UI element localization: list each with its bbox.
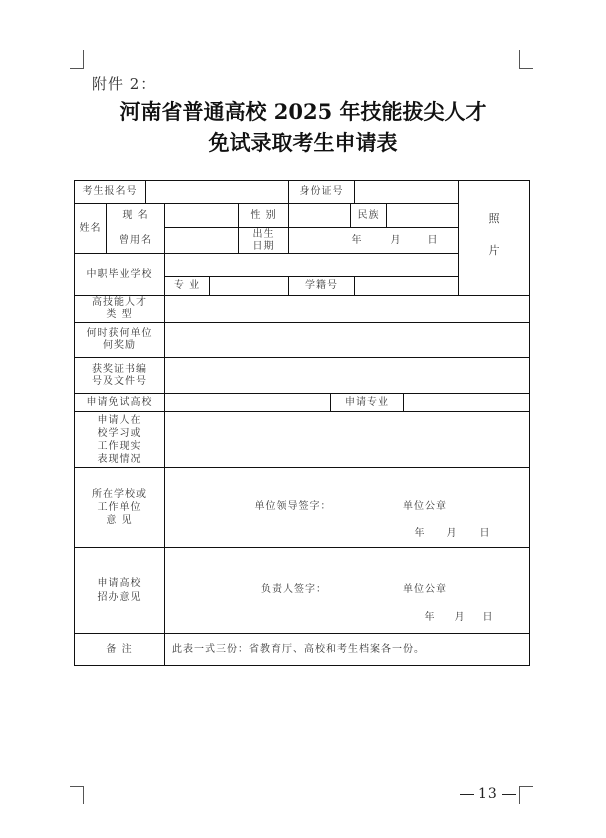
label-former-name: 曾用名 [119,234,152,246]
label-certificate: 获奖证书编 号及文件号 [92,363,147,387]
student-id-field[interactable] [355,277,458,295]
photo-label-1: 照 [488,212,501,225]
talent-type-field[interactable] [165,296,530,322]
enroll-day-label: 日 [482,612,494,623]
birth-year-label: 年 [351,234,363,246]
page-number-dash-left [460,794,474,795]
document-subtitle: 免试录取考生申请表 [208,130,398,155]
leader-sign-label: 单位领导签字： [254,501,332,512]
id-number-field[interactable] [355,181,458,203]
current-name-field[interactable] [165,204,238,227]
enroll-year-label: 年 [424,612,436,623]
exam-number-field[interactable] [146,181,288,203]
enroll-unit-seal-label: 单位公章 [403,584,447,595]
label-student-id: 学籍号 [305,280,338,291]
page-number-value: 13 [478,786,498,802]
major-field[interactable] [210,277,288,295]
label-school-opinion: 所在学校或 工作单位 意 见 [92,489,147,526]
ethnicity-field[interactable] [387,204,458,227]
label-birth-date: 出生 日期 [252,228,275,252]
gender-field[interactable] [289,204,350,227]
certificate-field[interactable] [165,358,530,393]
document-title: 河南省普通高校 2025 年技能拔尖人才 [119,99,487,124]
vocational-school-field[interactable] [165,254,458,276]
page-number [456,786,520,802]
label-major: 专 业 [173,280,201,291]
birth-month-label: 月 [390,234,402,246]
label-apply-major: 申请专业 [345,396,389,408]
label-exam-number: 考生报名号 [82,186,138,197]
label-vocational-school: 中职毕业学校 [86,268,153,280]
label-name: 姓名 [79,222,102,234]
label-enroll-opinion: 申请高校 招办意见 [97,577,142,603]
remarks-text: 此表一式三份：省教育厅、高校和考生档案各一份。 [172,643,425,655]
page-number-dash-right [502,794,516,795]
opinion-month-label: 月 [446,528,458,539]
label-id-number: 身份证号 [299,186,344,197]
opinion-day-label: 日 [479,528,491,539]
label-current-name: 现 名 [122,209,149,221]
attachment-label: 附件 2： [92,75,157,93]
label-remarks: 备 注 [106,643,133,655]
label-award-time-unit: 何时获何单位 何奖励 [86,328,153,351]
opinion-year-label: 年 [414,528,426,539]
former-name-field[interactable] [165,228,238,253]
performance-field[interactable] [165,412,530,467]
apply-major-field[interactable] [404,394,530,411]
label-talent-type: 高技能人才 类 型 [92,297,147,320]
unit-seal-label: 单位公章 [403,501,447,512]
col-line [458,180,459,295]
award-field[interactable] [165,323,530,357]
person-sign-label: 负责人签字： [261,584,327,595]
birth-day-label: 日 [427,234,439,246]
label-apply-university: 申请免试高校 [86,396,153,408]
label-gender: 性 别 [250,209,277,221]
photo-label-2: 片 [488,244,501,257]
apply-university-field[interactable] [165,394,330,411]
enroll-month-label: 月 [454,612,466,623]
label-performance: 申请人在 校学习或 工作现实 表现情况 [97,414,142,465]
label-ethnicity: 民族 [357,209,380,221]
